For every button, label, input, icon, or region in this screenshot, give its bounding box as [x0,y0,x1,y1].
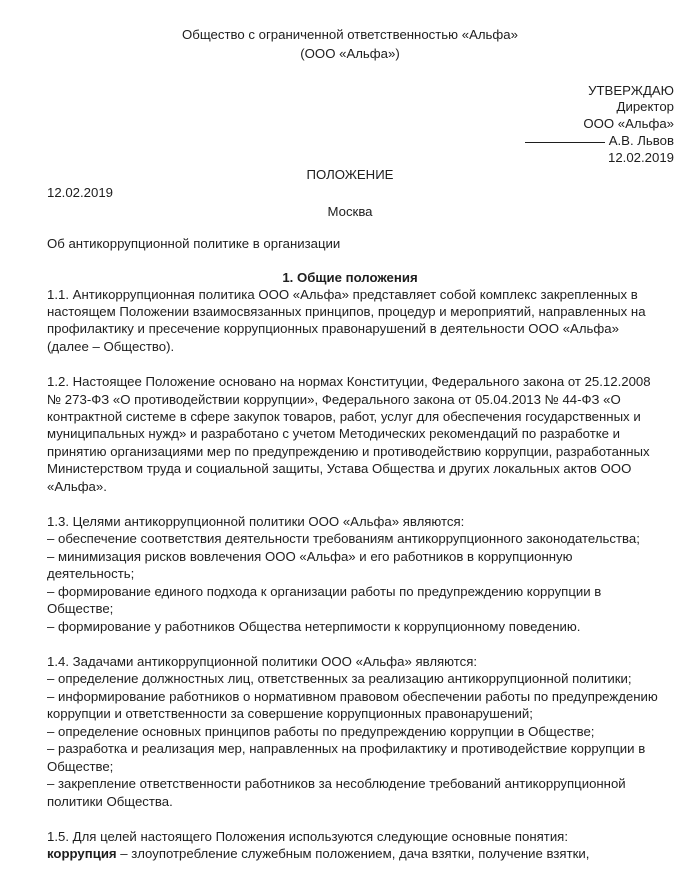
approver-name: А.В. Львов [608,133,674,148]
section-title-text: 1. Общие положения [282,270,418,285]
paragraph-line: коррупции и ответственности за совершение коррупционных правонарушений; [47,706,533,721]
paragraph-line: принятию организациями мер по предупреждению и противодействию коррупции, разработанных [47,444,650,459]
paragraph-line: 1.3. Целями антикоррупционной политики ООО «Альфа» являются: [47,514,465,529]
paragraph-line: Обществе; [47,601,114,616]
definition-line [47,846,589,861]
paragraph-line: № 273-ФЗ «О противодействии коррупции», Федерального закона от 05.04.2013 № 44-ФЗ «О [47,392,621,407]
approver-position: Директор [616,99,674,114]
signature-line [525,142,605,143]
paragraph-line: настоящем Положении взаимосвязанных принципов, процедур и мероприятий, направленных на [47,304,646,319]
paragraph-line: муниципальных нужд» и разработано с учетом Методических рекомендаций по разработке и [47,426,621,441]
paragraph-line: деятельность; [47,566,135,581]
paragraph-line: контрактной системе в сфере закупок товаров, работ, услуг для обеспечения государственных и [47,409,641,424]
approval-date: 12.02.2019 [607,150,674,165]
paragraph-line: (далее – Общество). [47,339,175,354]
paragraph-line: – разработка и реализация мер, направленных на профилактику и противодействие коррупции в [47,741,646,756]
doc-date: 12.02.2019 [47,185,114,200]
section-title [0,270,700,285]
paragraph-line: «Альфа». [47,479,107,494]
paragraph-line: – формирование у работников Общества нетерпимости к коррупционному поведению. [47,619,581,634]
paragraph-line: 1.2. Настоящее Положение основано на нормах Конституции, Федерального закона от 25.12.2008 [47,374,651,389]
paragraph-line: – определение должностных лиц, ответственных за реализацию антикоррупционной политики; [47,671,632,686]
approver-org: ООО «Альфа» [583,116,674,131]
paragraph-line: 1.4. Задачами антикоррупционной политики ООО «Альфа» являются: [47,654,478,669]
defined-term: коррупция [47,846,117,861]
paragraph-line: профилактику и пресечение коррупционных правонарушений в деятельности ООО «Альфа» [47,321,619,336]
paragraph-line: – минимизация рисков вовлечения ООО «Альфа» и его работников в коррупционную [47,549,573,564]
approver-signature [525,133,674,148]
paragraph-line: 1.5. Для целей настоящего Положения используются следующие основные понятия: [47,829,568,844]
paragraph-line: – обеспечение соответствия деятельности требованиям антикоррупционного законодательства; [47,531,640,546]
doc-type: ПОЛОЖЕНИЕ [306,167,394,182]
doc-subject: Об антикоррупционной политике в организации [47,236,341,251]
org-full-name: Общество с ограниченной ответственностью «Альфа» [182,27,518,42]
paragraph-line: – информирование работников о нормативном правовом обеспечении работы по предупреждению [47,689,658,704]
paragraph-line: – формирование единого подхода к организации работы по предупреждению коррупции в [47,584,602,599]
paragraph-line: – определение основных принципов работы по предупреждению коррупции в Обществе; [47,724,595,739]
paragraph-line: Обществе; [47,759,114,774]
approve-label: УТВЕРЖДАЮ [588,83,674,98]
paragraph-line: политики Общества. [47,794,173,809]
term-definition: – злоупотребление служебным положением, дача взятки, получение взятки, [116,846,590,861]
org-short-name: (ООО «Альфа») [300,46,400,61]
doc-city: Москва [327,204,373,219]
paragraph-line: 1.1. Антикоррупционная политика ООО «Альфа» представляет собой комплекс закрепленных в [47,287,638,302]
paragraph-line: – закрепление ответственности работников за несоблюдение требований антикоррупционной [47,776,626,791]
paragraph-line: Министерством труда и социальной защиты, Устава Общества и других локальных актов ООО [47,461,632,476]
